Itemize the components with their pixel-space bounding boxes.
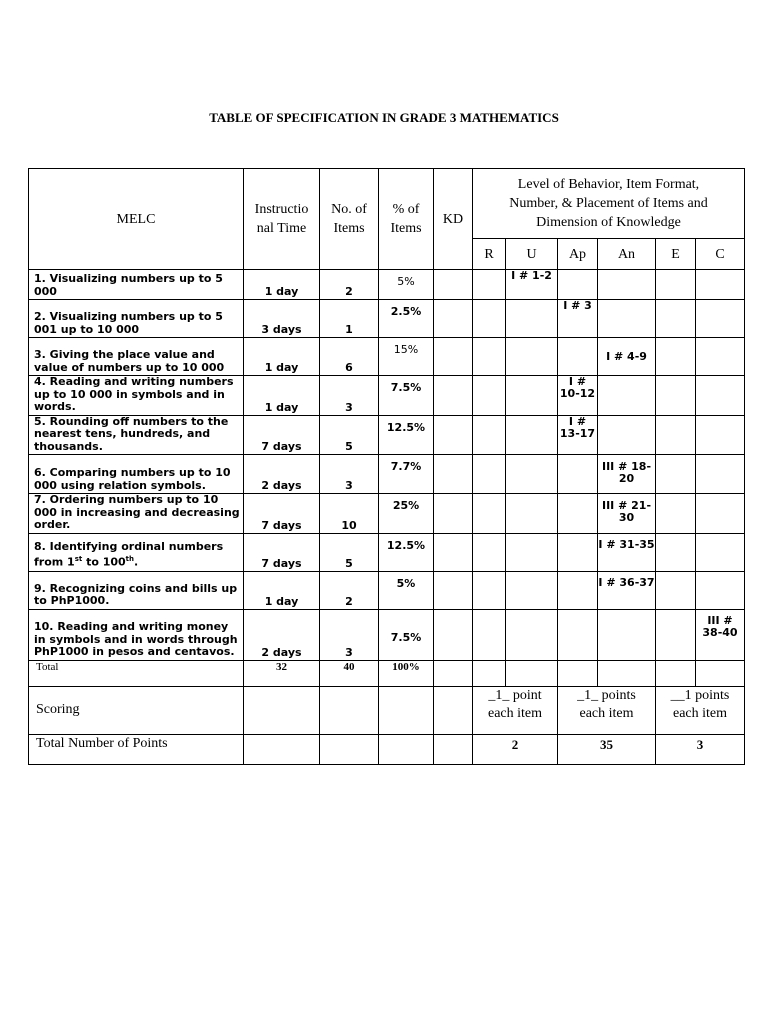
total-label: Total — [29, 660, 244, 686]
melc-cell: 4. Reading and writing numbers up to 10 000 in symbols and in words. — [29, 376, 244, 416]
c-cell — [696, 533, 745, 571]
percent-cell: 7.5% — [379, 376, 434, 416]
analyzing-header: An — [598, 239, 656, 270]
points-ap-an: 35 — [558, 734, 656, 764]
melc-cell: 5. Rounding off numbers to the nearest tens, hundreds, and thousands. — [29, 415, 244, 455]
total-row — [29, 660, 745, 686]
points-ru: 2 — [473, 734, 558, 764]
scoring-e-c: __1 points each item — [656, 686, 745, 734]
header-row — [29, 169, 745, 239]
an-cell — [598, 415, 656, 455]
level-of-behavior-header: Level of Behavior, Item Format, Number, & Placement of Items and Dimension of Knowledge — [473, 169, 745, 239]
melc-header: MELC — [29, 169, 244, 270]
an-cell — [598, 376, 656, 416]
melc-cell: 2. Visualizing numbers up to 5 001 up to 10 000 — [29, 300, 244, 338]
time-cell: 1 day — [244, 571, 320, 609]
scoring-ru: _1_ point each item — [473, 686, 558, 734]
r-cell — [473, 533, 506, 571]
u-cell — [506, 455, 558, 494]
e-cell — [656, 338, 696, 376]
total-points-row — [29, 734, 745, 764]
melc-cell: 9. Recognizing coins and bills up to PhP1000. — [29, 571, 244, 609]
r-cell — [473, 494, 506, 534]
r-cell — [473, 270, 506, 300]
e-cell — [656, 270, 696, 300]
ap-cell: I # 10-12 — [558, 376, 598, 416]
u-cell — [506, 376, 558, 416]
e-cell — [656, 533, 696, 571]
table-row — [29, 609, 745, 660]
e-cell — [656, 455, 696, 494]
an-cell: I # 31-35 — [598, 533, 656, 571]
percent-cell: 15% — [379, 338, 434, 376]
percent-cell: 2.5% — [379, 300, 434, 338]
items-cell: 5 — [320, 415, 379, 455]
time-cell: 1 day — [244, 376, 320, 416]
percent-cell: 5% — [379, 571, 434, 609]
table-row — [29, 270, 745, 300]
points-e-c: 3 — [656, 734, 745, 764]
ap-cell — [558, 609, 598, 660]
total-time: 32 — [244, 660, 320, 686]
e-cell — [656, 376, 696, 416]
r-cell — [473, 609, 506, 660]
e-cell — [656, 415, 696, 455]
kd-cell — [434, 415, 473, 455]
u-cell — [506, 415, 558, 455]
c-cell — [696, 494, 745, 534]
understanding-header: U — [506, 239, 558, 270]
evaluating-header: E — [656, 239, 696, 270]
e-cell — [656, 494, 696, 534]
total-points-label: Total Number of Points — [29, 734, 244, 764]
items-cell: 3 — [320, 376, 379, 416]
table-row — [29, 338, 745, 376]
u-cell — [506, 494, 558, 534]
table-row — [29, 300, 745, 338]
ap-cell: I # 3 — [558, 300, 598, 338]
melc-cell: 7. Ordering numbers up to 10 000 in increasing and decreasing order. — [29, 494, 244, 534]
table-row — [29, 415, 745, 455]
specification-table — [28, 168, 745, 765]
c-cell — [696, 571, 745, 609]
kd-cell — [434, 270, 473, 300]
items-cell: 2 — [320, 270, 379, 300]
percent-cell: 25% — [379, 494, 434, 534]
u-cell — [506, 571, 558, 609]
items-cell: 2 — [320, 571, 379, 609]
r-cell — [473, 415, 506, 455]
melc-cell: 10. Reading and writing money in symbols and in words through PhP1000 in pesos and centavos. — [29, 609, 244, 660]
time-cell: 1 day — [244, 270, 320, 300]
ap-cell — [558, 338, 598, 376]
no-of-items-header: No. of Items — [320, 169, 379, 270]
percent-cell: 12.5% — [379, 533, 434, 571]
r-cell — [473, 376, 506, 416]
creating-header: C — [696, 239, 745, 270]
time-cell: 1 day — [244, 338, 320, 376]
r-cell — [473, 571, 506, 609]
items-cell: 1 — [320, 300, 379, 338]
c-cell — [696, 455, 745, 494]
kd-cell — [434, 533, 473, 571]
percent-cell: 7.7% — [379, 455, 434, 494]
time-cell: 2 days — [244, 455, 320, 494]
an-cell: III # 21-30 — [598, 494, 656, 534]
c-cell — [696, 338, 745, 376]
ap-cell — [558, 270, 598, 300]
c-cell: III # 38-40 — [696, 609, 745, 660]
c-cell — [696, 300, 745, 338]
an-cell — [598, 609, 656, 660]
kd-cell — [434, 571, 473, 609]
instructional-time-header: Instructio nal Time — [244, 169, 320, 270]
scoring-row — [29, 686, 745, 734]
percent-of-items-header: % of Items — [379, 169, 434, 270]
kd-cell — [434, 494, 473, 534]
melc-cell: 3. Giving the place value and value of numbers up to 10 000 — [29, 338, 244, 376]
items-cell: 10 — [320, 494, 379, 534]
u-cell — [506, 338, 558, 376]
items-cell: 6 — [320, 338, 379, 376]
percent-cell: 7.5% — [379, 609, 434, 660]
time-cell: 7 days — [244, 494, 320, 534]
time-cell: 3 days — [244, 300, 320, 338]
kd-cell — [434, 455, 473, 494]
table-row — [29, 571, 745, 609]
total-items: 40 — [320, 660, 379, 686]
u-cell — [506, 609, 558, 660]
melc-cell: 8. Identifying ordinal numbers from 1st to 100th. — [29, 533, 244, 571]
table-row — [29, 455, 745, 494]
items-cell: 5 — [320, 533, 379, 571]
scoring-label: Scoring — [29, 686, 244, 734]
time-cell: 7 days — [244, 415, 320, 455]
melc-cell: 6. Comparing numbers up to 10 000 using relation symbols. — [29, 455, 244, 494]
c-cell — [696, 376, 745, 416]
r-cell — [473, 300, 506, 338]
ap-cell — [558, 533, 598, 571]
ap-cell — [558, 571, 598, 609]
kd-cell — [434, 338, 473, 376]
u-cell: I # 1-2 — [506, 270, 558, 300]
ap-cell: I # 13-17 — [558, 415, 598, 455]
an-cell: I # 36-37 — [598, 571, 656, 609]
items-cell: 3 — [320, 609, 379, 660]
an-cell — [598, 270, 656, 300]
ap-cell — [558, 494, 598, 534]
kd-header: KD — [434, 169, 473, 270]
an-cell — [598, 300, 656, 338]
e-cell — [656, 300, 696, 338]
kd-cell — [434, 609, 473, 660]
melc-cell: 1. Visualizing numbers up to 5 000 — [29, 270, 244, 300]
total-percent: 100% — [379, 660, 434, 686]
scoring-ap-an: _1_ points each item — [558, 686, 656, 734]
an-cell: I # 4-9 — [598, 338, 656, 376]
e-cell — [656, 571, 696, 609]
time-cell: 7 days — [244, 533, 320, 571]
table-row — [29, 494, 745, 534]
u-cell — [506, 300, 558, 338]
table-row — [29, 376, 745, 416]
an-cell: III # 18-20 — [598, 455, 656, 494]
u-cell — [506, 533, 558, 571]
ap-cell — [558, 455, 598, 494]
remembering-header: R — [473, 239, 506, 270]
percent-cell: 12.5% — [379, 415, 434, 455]
r-cell — [473, 338, 506, 376]
c-cell — [696, 415, 745, 455]
percent-cell: 5% — [379, 270, 434, 300]
kd-cell — [434, 300, 473, 338]
e-cell — [656, 609, 696, 660]
items-cell: 3 — [320, 455, 379, 494]
table-row — [29, 533, 745, 571]
page-title: TABLE OF SPECIFICATION IN GRADE 3 MATHEMATICS — [209, 110, 559, 125]
r-cell — [473, 455, 506, 494]
applying-header: Ap — [558, 239, 598, 270]
time-cell: 2 days — [244, 609, 320, 660]
kd-cell — [434, 376, 473, 416]
c-cell — [696, 270, 745, 300]
